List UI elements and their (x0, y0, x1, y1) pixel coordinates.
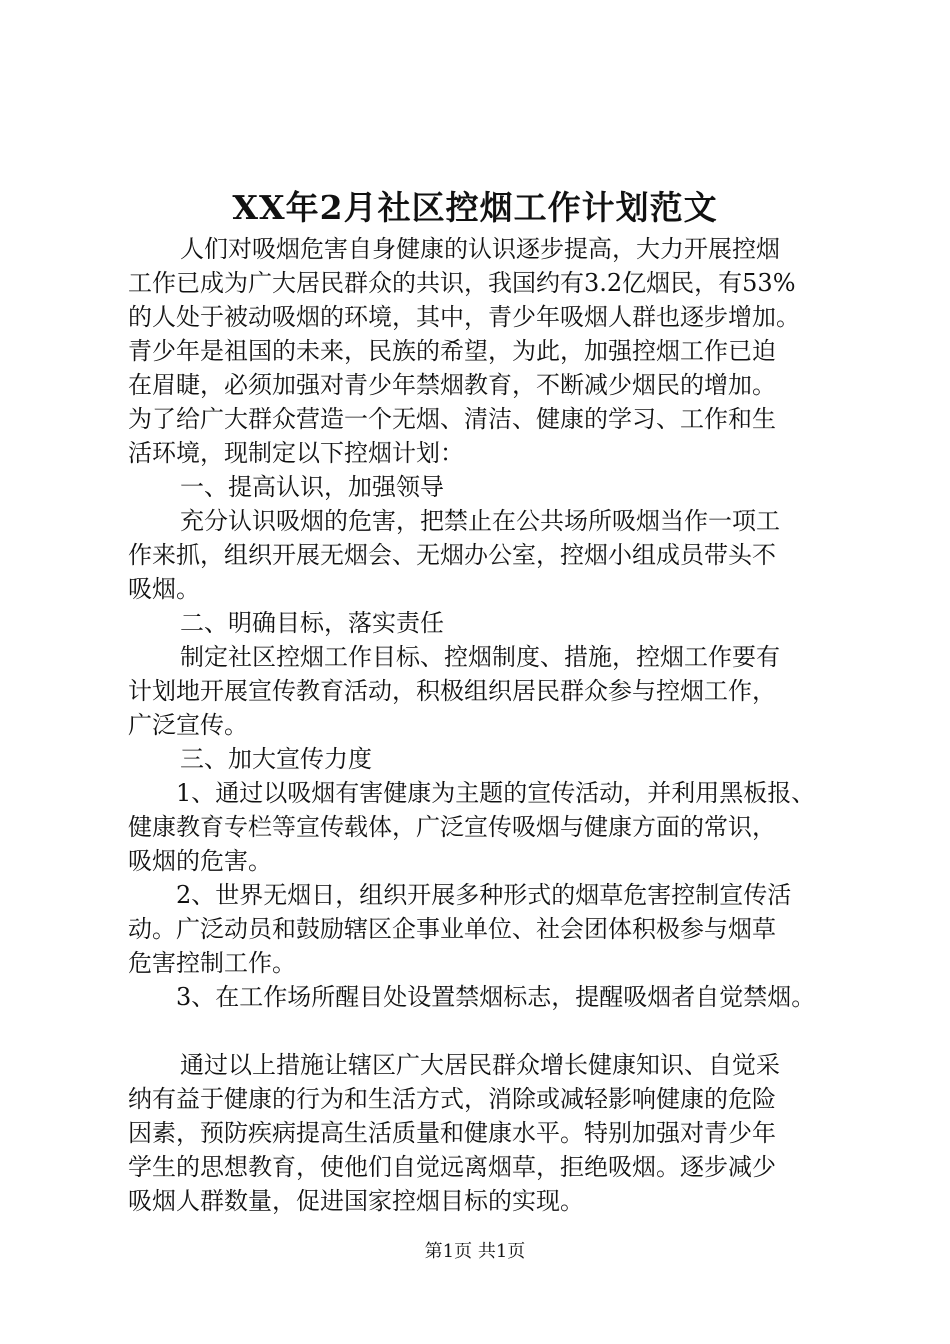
paragraph-line: 青少年是祖国的未来，民族的希望，为此，加强控烟工作已迫 (128, 337, 776, 365)
paragraph-line: 制定社区控烟工作目标、控烟制度、措施，控烟工作要有 (180, 643, 780, 671)
page-footer: 第1页 共1页 (424, 1241, 526, 1262)
paragraph-line: 通过以上措施让辖区广大居民群众增长健康知识、自觉采 (180, 1051, 780, 1079)
paragraph-line: 人们对吸烟危害自身健康的认识逐步提高，大力开展控烟 (180, 235, 780, 263)
list-item-line: 1、通过以吸烟有害健康为主题的宣传活动，并利用黑板报、 (176, 779, 816, 807)
paragraph-line: 作来抓，组织开展无烟会、无烟办公室，控烟小组成员带头不 (128, 541, 776, 569)
paragraph-line: 吸烟。 (128, 575, 200, 603)
document-title: XX年2月社区控烟工作计划范文 (232, 188, 718, 227)
paragraph-line: 纳有益于健康的行为和生活方式，消除或减轻影响健康的危险 (128, 1085, 776, 1113)
paragraph-line: 的人处于被动吸烟的环境，其中，青少年吸烟人群也逐步增加。 (128, 303, 800, 331)
paragraph-line: 充分认识吸烟的危害，把禁止在公共场所吸烟当作一项工 (180, 507, 780, 535)
paragraph-line: 因素，预防疾病提高生活质量和健康水平。特别加强对青少年 (128, 1119, 776, 1147)
list-item-line: 3、在工作场所醒目处设置禁烟标志，提醒吸烟者自觉禁烟。 (176, 983, 816, 1011)
section-heading: 三、加大宣传力度 (180, 745, 372, 773)
document-body (128, 232, 858, 1218)
paragraph-line: 学生的思想教育，使他们自觉远离烟草，拒绝吸烟。逐步减少 (128, 1153, 776, 1181)
list-item-line: 2、世界无烟日，组织开展多种形式的烟草危害控制宣传活 (176, 881, 792, 909)
list-item-line: 危害控制工作。 (128, 949, 296, 977)
paragraph-line: 广泛宣传。 (128, 711, 248, 739)
paragraph-line: 为了给广大群众营造一个无烟、清洁、健康的学习、工作和生 (128, 405, 776, 433)
paragraph-line: 吸烟人群数量，促进国家控烟目标的实现。 (128, 1187, 584, 1215)
blank-line (128, 1014, 858, 1048)
paragraph-line: 计划地开展宣传教育活动，积极组织居民群众参与控烟工作， (128, 677, 776, 705)
paragraph-line: 在眉睫，必须加强对青少年禁烟教育，不断减少烟民的增加。 (128, 371, 776, 399)
paragraph-line: 活环境，现制定以下控烟计划： (128, 439, 464, 467)
list-item-line: 吸烟的危害。 (128, 847, 272, 875)
paragraph-line: 工作已成为广大居民群众的共识，我国约有3.2亿烟民，有53% (128, 269, 796, 297)
list-item-line: 健康教育专栏等宣传载体，广泛宣传吸烟与健康方面的常识， (128, 813, 776, 841)
section-heading: 二、明确目标，落实责任 (180, 609, 444, 637)
list-item-line: 动。广泛动员和鼓励辖区企事业单位、社会团体积极参与烟草 (128, 915, 776, 943)
section-heading: 一、提高认识，加强领导 (180, 473, 444, 501)
